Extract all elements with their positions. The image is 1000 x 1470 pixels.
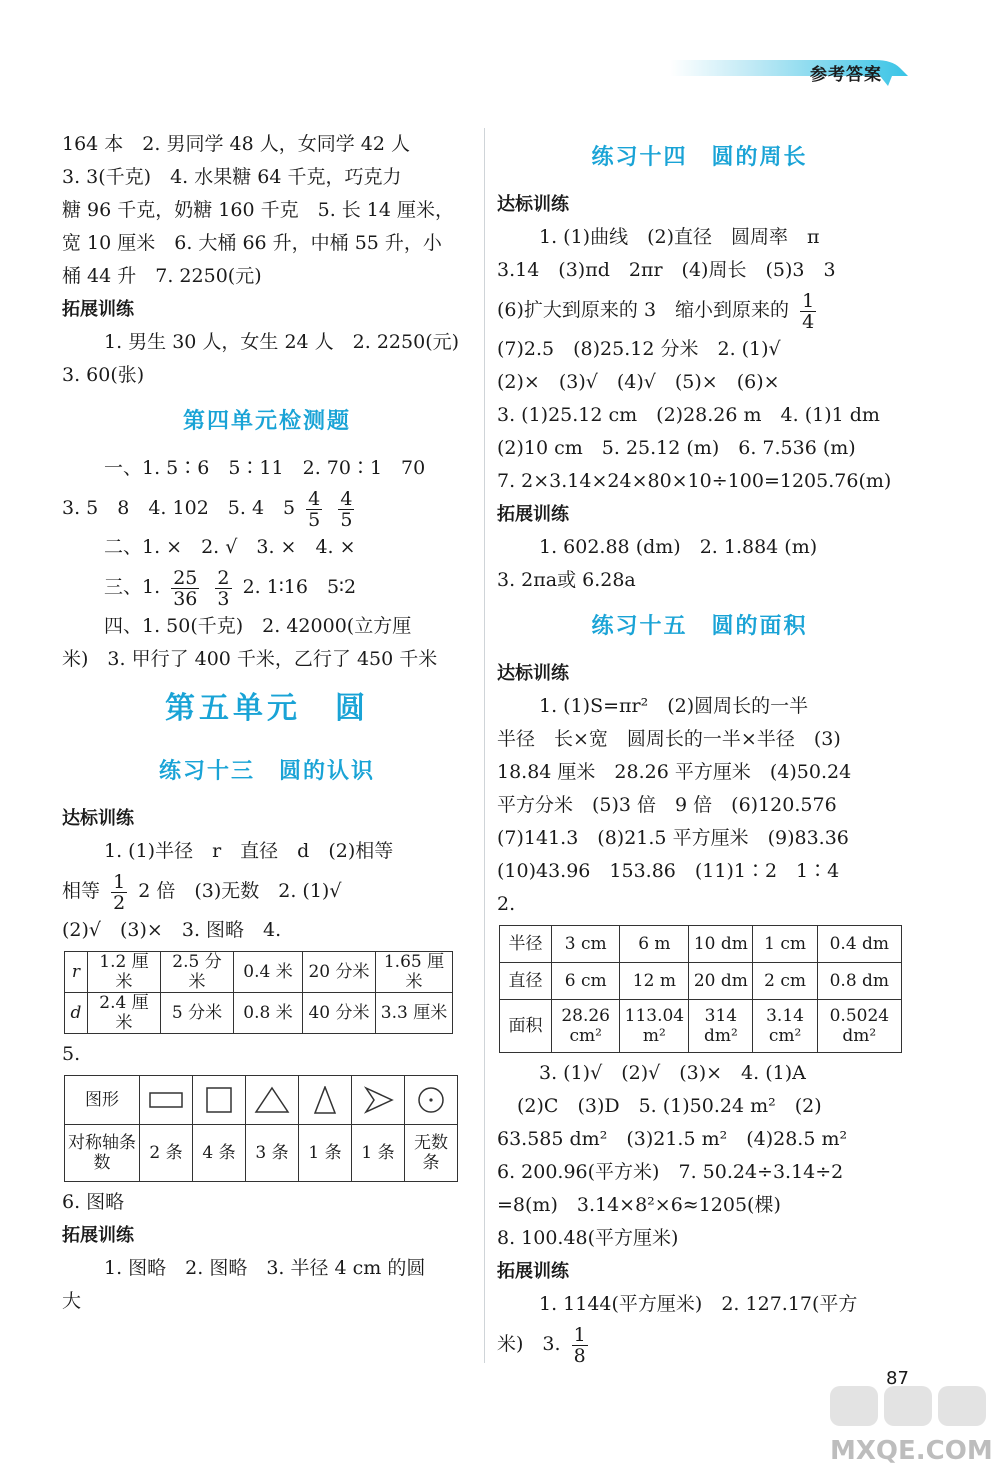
fraction-numerator: 2 bbox=[217, 566, 230, 589]
answer-line: 18.84 厘米 28.26 平方厘米 (4)50.24 bbox=[497, 761, 852, 783]
table-cell: 2 条 bbox=[140, 1125, 193, 1182]
fraction bbox=[800, 291, 816, 332]
fraction-denominator: 4 bbox=[802, 310, 815, 333]
fraction-denominator: 8 bbox=[573, 1344, 586, 1367]
answer-line: 1. (1)半径 r 直径 d (2)相等 bbox=[104, 840, 394, 862]
table-cell: 0.4 米 bbox=[234, 952, 303, 993]
table-cell: 0.8 dm bbox=[817, 963, 901, 1000]
answer-line: (2)× (3)√ (4)√ (5)× (6)× bbox=[497, 371, 780, 393]
question-label: 5. bbox=[62, 1043, 81, 1065]
answer-line: 宽 10 厘米 6. 大桶 66 升，中桶 55 升，小 bbox=[62, 232, 442, 254]
table-cell: 6 m bbox=[620, 926, 689, 963]
fraction-numerator: 4 bbox=[308, 487, 321, 510]
table-cell bbox=[193, 1076, 246, 1125]
answer-line: 3. (1)25.12 cm (2)28.26 m 4. (1)1 dm bbox=[497, 404, 880, 426]
answer-line: 1. 1144(平方厘米) 2. 127.17(平方 bbox=[539, 1293, 858, 1315]
symmetry-axis-table bbox=[64, 1075, 458, 1182]
answer-line: 2. bbox=[497, 893, 516, 915]
fraction bbox=[111, 872, 127, 913]
section-heading: 达标训练 bbox=[497, 194, 569, 215]
fraction-denominator: 5 bbox=[308, 508, 321, 531]
answer-line: (2)√ (3)× 3. 图略 4. bbox=[62, 919, 282, 941]
table-cell: 直径 bbox=[500, 963, 552, 1000]
fraction bbox=[306, 489, 322, 530]
table-cell: 12 m bbox=[620, 963, 689, 1000]
exercise15-title: 练习十五 圆的面积 bbox=[591, 614, 808, 639]
isosceles-triangle-icon bbox=[307, 1086, 343, 1114]
answer-line: 3. 60(张) bbox=[62, 364, 145, 386]
table-cell: 10 dm bbox=[689, 926, 753, 963]
table-cell: 半径 bbox=[500, 926, 552, 963]
kite-icon bbox=[360, 1086, 396, 1114]
watermark-text: MXQE.COM bbox=[830, 1436, 993, 1466]
page-number: 87 bbox=[886, 1368, 909, 1389]
left-column bbox=[62, 128, 472, 1318]
answer-line: 3. 2πa或 6.28a bbox=[497, 569, 636, 591]
fraction-numerator: 4 bbox=[340, 487, 353, 510]
answer-line: (7)141.3 (8)21.5 平方厘米 (9)83.36 bbox=[497, 827, 849, 849]
answer-line: =8(m) 3.14×8²×6≈1205(棵) bbox=[497, 1194, 781, 1216]
answer-line: 1. (1)S=πr² (2)圆周长的一半 bbox=[539, 695, 809, 717]
fraction bbox=[338, 489, 354, 530]
table-cell: 1.2 厘米 bbox=[88, 952, 161, 993]
answer-line: 3. (1)√ (2)√ (3)× 4. (1)A bbox=[539, 1062, 806, 1084]
square-icon bbox=[201, 1086, 237, 1114]
table-cell: 5 分米 bbox=[161, 993, 234, 1034]
fraction-numerator: 1 bbox=[113, 870, 126, 893]
fraction-denominator: 3 bbox=[217, 587, 230, 610]
table-cell: 4 条 bbox=[193, 1125, 246, 1182]
answer-line: 半径 长×宽 圆周长的一半×半径 (3) bbox=[497, 728, 841, 750]
answer-text: (6)扩大到原来的 3 缩小到原来的 bbox=[497, 299, 790, 321]
answer-line: (10)43.96 153.86 (11)1∶2 1∶4 bbox=[497, 860, 840, 882]
table-cell: 0.5024 dm² bbox=[817, 1000, 901, 1053]
answer-line-with-fraction bbox=[497, 1321, 902, 1367]
section-heading: 拓展训练 bbox=[497, 504, 569, 525]
rectangle-icon bbox=[148, 1086, 184, 1114]
fraction-denominator: 36 bbox=[173, 587, 198, 610]
table-cell: 40 分米 bbox=[303, 993, 376, 1034]
table-cell: 28.26 cm² bbox=[551, 1000, 620, 1053]
table-cell bbox=[352, 1076, 405, 1125]
answer-line: 大 bbox=[62, 1290, 82, 1312]
table-cell: 对称轴条数 bbox=[65, 1125, 140, 1182]
table-cell: 0.4 dm bbox=[817, 926, 901, 963]
answer-line-with-fraction bbox=[62, 868, 472, 914]
section-heading: 拓展训练 bbox=[62, 299, 134, 320]
exercise14-title: 练习十四 圆的周长 bbox=[591, 145, 808, 170]
answer-line: 1. 男生 30 人，女生 24 人 2. 2250(元) bbox=[104, 331, 460, 353]
fraction-denominator: 2 bbox=[113, 891, 126, 914]
table-cell: 无数条 bbox=[405, 1125, 458, 1182]
fraction bbox=[572, 1325, 588, 1366]
table-cell: 3 cm bbox=[551, 926, 620, 963]
answer-line: 3.14 (3)πd 2πr (4)周长 (5)3 3 bbox=[497, 259, 836, 281]
intro-answers bbox=[62, 128, 472, 293]
answer-line: (2)C (3)D 5. (1)50.24 m² (2) bbox=[517, 1095, 822, 1117]
answer-text: 2 倍 (3)无数 2. (1)√ bbox=[138, 880, 342, 902]
answer-line: 1. (1)曲线 (2)直径 圆周率 π bbox=[539, 226, 820, 248]
answer-line: 米) 3. 甲行了 400 千米，乙行了 450 千米 bbox=[62, 648, 438, 670]
table-row bbox=[65, 993, 453, 1034]
section-heading: 拓展训练 bbox=[497, 1261, 569, 1282]
answer-line: 1. 图略 2. 图略 3. 半径 4 cm 的圆 bbox=[104, 1257, 426, 1279]
table-cell: 3.3 厘米 bbox=[376, 993, 453, 1034]
answer-text: 2. 1∶16 5∶2 bbox=[242, 576, 357, 598]
fraction-numerator: 1 bbox=[802, 289, 815, 312]
triangle-icon bbox=[254, 1086, 290, 1114]
answer-line: 1. 602.88 (dm) 2. 1.884 (m) bbox=[539, 536, 818, 558]
table-cell: 2.5 分米 bbox=[161, 952, 234, 993]
answer-line: (2)10 cm 5. 25.12 (m) 6. 7.536 (m) bbox=[497, 437, 856, 459]
answer-line: 63.585 dm² (3)21.5 m² (4)28.5 m² bbox=[497, 1128, 848, 1150]
table-row bbox=[500, 1000, 902, 1053]
section-heading: 拓展训练 bbox=[62, 1225, 134, 1246]
section-heading: 达标训练 bbox=[497, 663, 569, 684]
answer-line: 6. 200.96(平方米) 7. 50.24÷3.14÷2 bbox=[497, 1161, 844, 1183]
circle-icon bbox=[413, 1086, 449, 1114]
answer-line: 6. 图略 bbox=[62, 1191, 125, 1213]
answer-line: 四、1. 50(千克) 2. 42000(立方厘 bbox=[104, 615, 412, 637]
table-row bbox=[65, 952, 453, 993]
table-row bbox=[65, 1125, 458, 1182]
answer-line: 8. 100.48(平方厘米) bbox=[497, 1227, 679, 1249]
column-divider bbox=[484, 128, 485, 1363]
section-heading: 达标训练 bbox=[62, 808, 134, 829]
answer-text: 米) 3. bbox=[497, 1333, 561, 1355]
exercise13-title: 练习十三 圆的认识 bbox=[158, 759, 375, 784]
answer-line-with-fraction bbox=[497, 287, 902, 333]
table-cell: 2.4 厘米 bbox=[88, 993, 161, 1034]
table-row bbox=[65, 1076, 458, 1125]
answer-line: 二、1. × 2. √ 3. × 4. × bbox=[104, 536, 356, 558]
answer-line: 平方分米 (5)3 倍 9 倍 (6)120.576 bbox=[497, 794, 837, 816]
unit5-title: 第五单元 圆 bbox=[165, 691, 369, 726]
table-cell: d bbox=[65, 993, 88, 1034]
fraction bbox=[215, 568, 231, 609]
answer-line: 一、1. 5∶6 5∶11 2. 70∶1 70 bbox=[104, 457, 426, 479]
answer-line: 164 本 2. 男同学 48 人，女同学 42 人 bbox=[62, 133, 410, 155]
table-cell: 6 cm bbox=[551, 963, 620, 1000]
table-cell: 0.8 米 bbox=[234, 993, 303, 1034]
table-cell: 20 dm bbox=[689, 963, 753, 1000]
table-cell bbox=[140, 1076, 193, 1125]
fraction-numerator: 25 bbox=[173, 566, 198, 589]
table-row bbox=[500, 963, 902, 1000]
table-cell: 3 条 bbox=[246, 1125, 299, 1182]
circle-area-table bbox=[499, 925, 902, 1053]
answer-text: 相等 bbox=[62, 880, 101, 902]
table-cell: 314 dm² bbox=[689, 1000, 753, 1053]
answer-line: 糖 96 千克，奶糖 160 千克 5. 长 14 厘米， bbox=[62, 199, 455, 221]
table-cell: 20 分米 bbox=[303, 952, 376, 993]
answer-line: 3. 3(千克) 4. 水果糖 64 千克，巧克力 bbox=[62, 166, 402, 188]
table-cell: 2 cm bbox=[753, 963, 817, 1000]
right-column bbox=[497, 128, 902, 1367]
header-label: 参考答案 bbox=[810, 65, 882, 85]
table-cell: 3.14 cm² bbox=[753, 1000, 817, 1053]
answer-line: 桶 44 升 7. 2250(元) bbox=[62, 265, 262, 287]
unit4-test-title: 第四单元检测题 bbox=[182, 409, 351, 434]
table-cell bbox=[299, 1076, 352, 1125]
answer-line: 7. 2×3.14×24×80×10÷100=1205.76(m) bbox=[497, 470, 892, 492]
fraction-denominator: 5 bbox=[340, 508, 353, 531]
table-cell: 1 条 bbox=[299, 1125, 352, 1182]
table-cell bbox=[405, 1076, 458, 1125]
table-cell: 1 cm bbox=[753, 926, 817, 963]
table-cell: 面积 bbox=[500, 1000, 552, 1053]
table-cell: 图形 bbox=[65, 1076, 140, 1125]
table-cell: 1.65 厘米 bbox=[376, 952, 453, 993]
table-cell: r bbox=[65, 952, 88, 993]
table-cell: 1 条 bbox=[352, 1125, 405, 1182]
fraction-numerator: 1 bbox=[573, 1323, 586, 1346]
answer-line-with-fraction bbox=[62, 485, 472, 531]
fraction bbox=[171, 568, 199, 609]
table-cell bbox=[246, 1076, 299, 1125]
radius-diameter-table bbox=[64, 951, 453, 1034]
table-cell: 113.04 m² bbox=[620, 1000, 689, 1053]
table-row bbox=[500, 926, 902, 963]
answer-text: 3. 5 8 4. 102 5. 4 5 bbox=[62, 497, 296, 519]
answer-line-with-fraction bbox=[62, 564, 472, 610]
answer-text: 三、1. bbox=[104, 576, 161, 598]
answer-line: (7)2.5 (8)25.12 分米 2. (1)√ bbox=[497, 338, 781, 360]
